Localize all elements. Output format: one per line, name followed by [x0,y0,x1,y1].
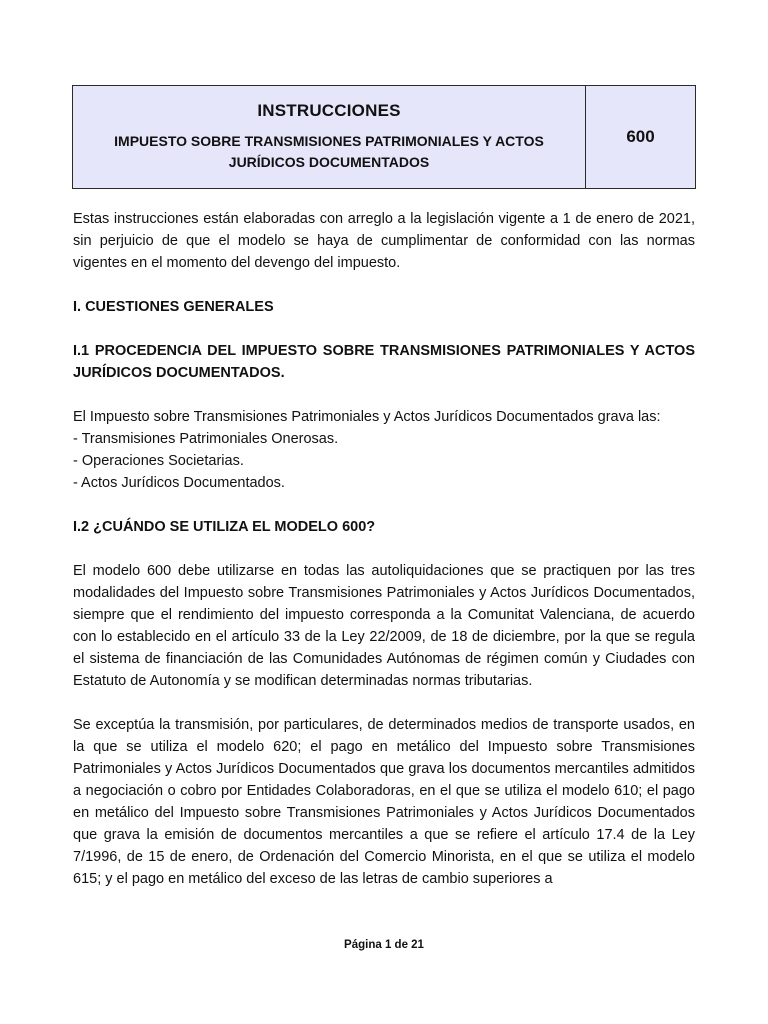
list-item: - Transmisiones Patrimoniales Onerosas. [73,431,339,447]
page-number: Página 1 de 21 [344,939,424,951]
document-subtitle: IMPUESTO SOBRE TRANSMISIONES PATRIMONIALES Y ACTOS JURÍDICOS DOCUMENTADOS [114,133,544,170]
section-heading-cuando: I.2 ¿CUÁNDO SE UTILIZA EL MODELO 600? [73,519,376,535]
header-box [72,85,696,189]
header-title-cell [73,86,586,188]
list-item: - Operaciones Societarias. [73,453,244,469]
model-number-cell [586,86,695,188]
cuando-paragraph-2: Se exceptúa la transmisión, por particulares, de determinados medios de transporte usados, en la que se utiliza el modelo 620; el pago en metálico del Impuesto sobre Transmisiones Patrimoniales y Actos Jurídicos Documentados que grava los documentos mercantiles admitidos a negociación o cobro por Entidades Colaboradoras, en el que se utiliza el modelo 610; el pago en metálico del Impuesto sobre Transmisiones Patrimoniales y Actos Jurídicos Documentados que grava la emisión de documentos mercantiles a que se refiere el artículo 17.4 de la Ley 7/1996, de 15 de enero, de Ordenación del Comercio Minorista, en el que se utiliza el modelo 615; y el pago en metálico del exceso de las letras de cambio superiores a [73,717,695,887]
intro-paragraph: Estas instrucciones están elaboradas con arreglo a la legislación vigente a 1 de enero de 2021, sin perjuicio de que el modelo se haya de cumplimentar de conformidad con las normas vigentes en el momento del devengo del impuesto. [73,211,695,271]
section-heading-general: I. CUESTIONES GENERALES [73,299,274,315]
document-body [73,208,695,890]
model-number: 600 [626,127,655,146]
list-item: - Actos Jurídicos Documentados. [73,475,285,491]
document-title: INSTRUCCIONES [257,101,401,120]
tax-types-list [73,428,695,494]
procedencia-paragraph: El Impuesto sobre Transmisiones Patrimoniales y Actos Jurídicos Documentados grava las: [73,409,661,425]
cuando-paragraph-1: El modelo 600 debe utilizarse en todas las autoliquidaciones que se practiquen por las tres modalidades del Impuesto sobre Transmisiones Patrimoniales y Actos Jurídicos Documentados, siempre que el rendimiento del impuesto corresponda a la Comunitat Valenciana, de acuerdo con lo establecido en el artículo 33 de la Ley 22/2009, de 18 de diciembre, por la que se regula el sistema de financiación de las Comunidades Autónomas de régimen común y Ciudades con Estatuto de Autonomía y se modifican determinadas normas tributarias. [73,563,695,689]
section-heading-procedencia: I.1 PROCEDENCIA DEL IMPUESTO SOBRE TRANSMISIONES PATRIMONIALES Y ACTOS JURÍDICOS DOCUMENTADOS. [73,343,695,381]
